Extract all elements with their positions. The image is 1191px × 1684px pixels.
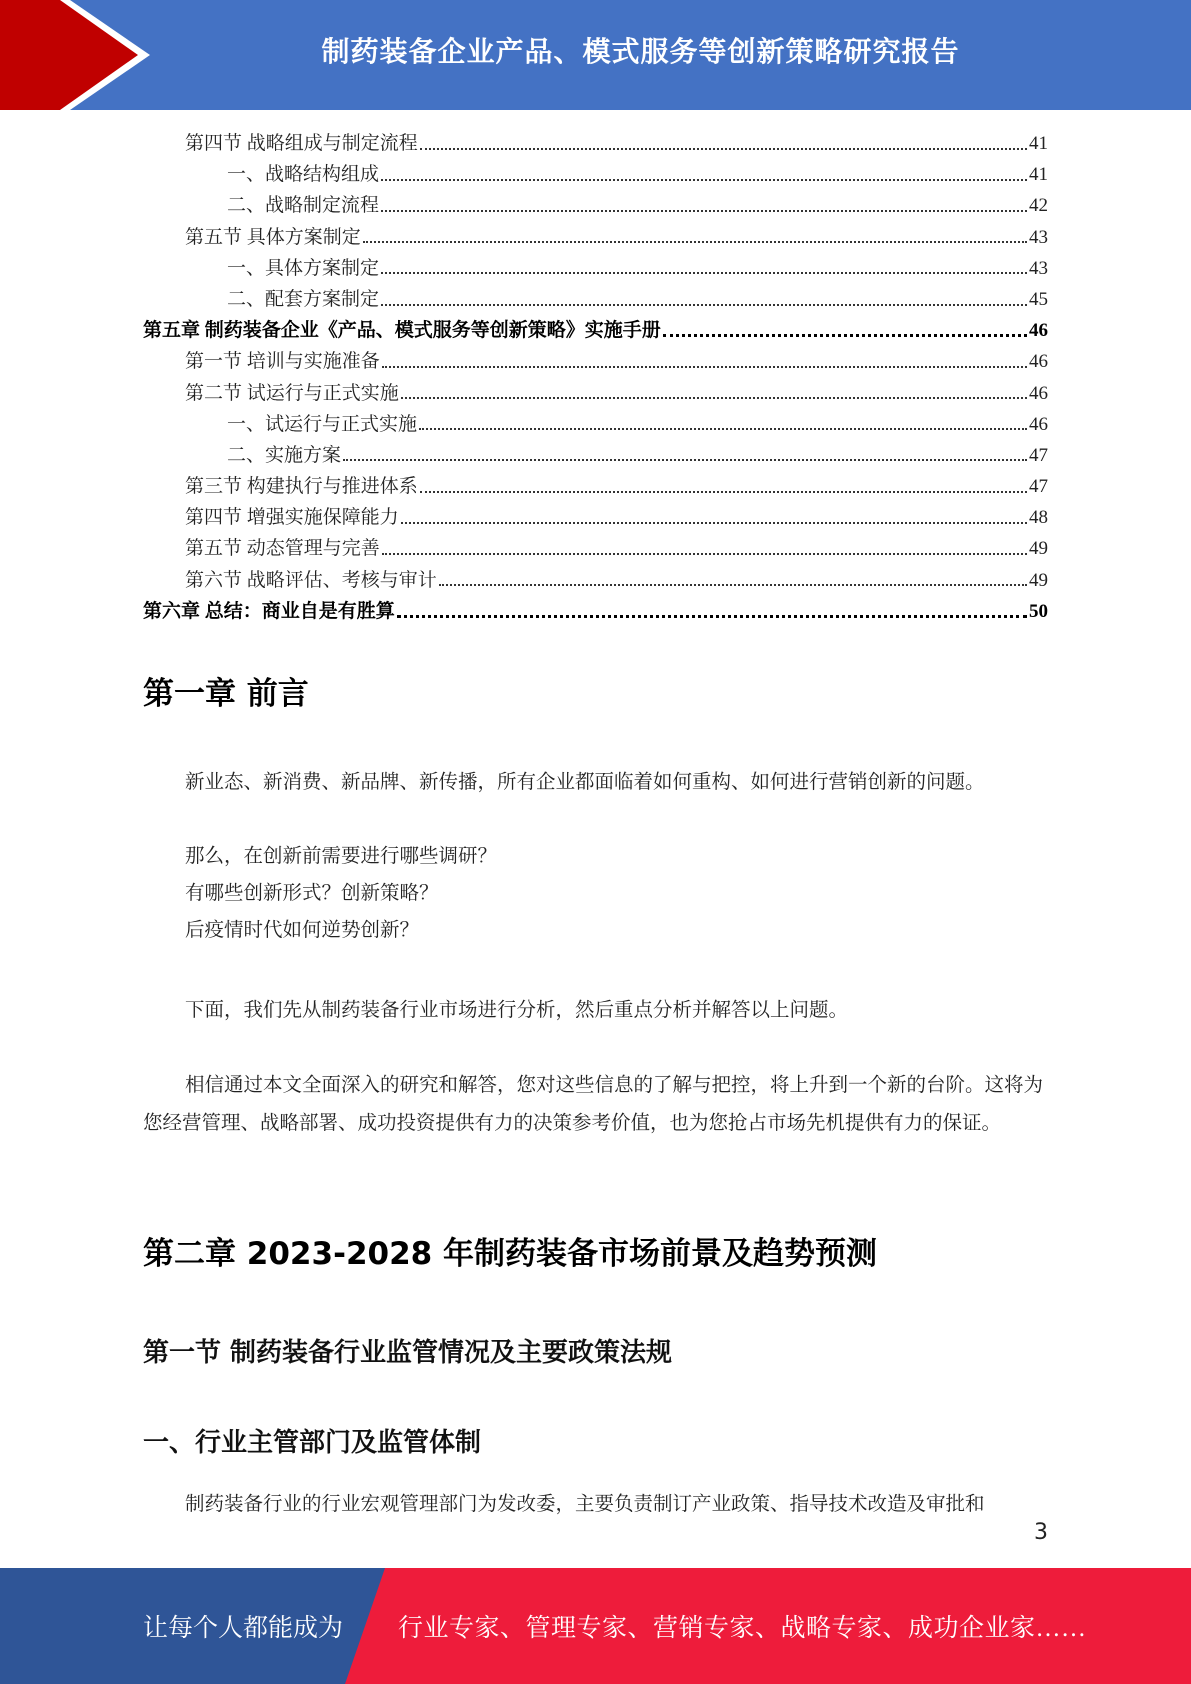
toc-entry[interactable] [143,128,1048,159]
toc-entry[interactable] [143,315,1048,346]
toc-entry-page: 41 [1029,133,1048,154]
toc-entry-page: 47 [1029,476,1048,498]
toc-leader-dots [420,491,1027,493]
header-title: 制药装备企业产品、模式服务等创新策略研究报告 [321,35,960,68]
chapter2-subsection1-title: 一、行业主管部门及监管体制 [143,1428,482,1458]
toc-entry-page: 46 [1029,413,1048,435]
toc-entry[interactable] [143,596,1048,627]
toc-entry-text: 第一节 培训与实施准备 [185,351,380,373]
footer-slogan-right: 行业专家、管理专家、营销专家、战略专家、成功企业家…… [398,1615,1087,1642]
chapter2-section1-title: 第一节 制药装备行业监管情况及主要政策法规 [143,1338,673,1368]
chapter1-paragraph-1: 新业态、新消费、新品牌、新传播，所有企业都面临着如何重构、如何进行营销创新的问题。 [185,772,985,793]
table-of-contents [143,128,1048,627]
toc-entry-page: 42 [1029,195,1048,217]
page-header [0,0,1191,110]
toc-leader-dots [419,428,1027,430]
toc-entry-text: 二、实施方案 [227,444,342,466]
toc-entry-text: 二、战略制定流程 [227,195,380,217]
toc-entry-page: 41 [1029,164,1048,186]
chapter1-question-3: 后疫情时代如何逆势创新？ [185,920,420,941]
toc-entry[interactable] [143,253,1048,284]
toc-leader-dots [381,210,1027,212]
toc-entry[interactable] [143,378,1048,409]
page-footer [0,1568,1191,1684]
toc-entry-page: 43 [1029,226,1048,248]
toc-entry-text: 第五节 具体方案制定 [185,226,361,248]
chapter2-paragraph-1: 制药装备行业的行业宏观管理部门为发改委，主要负责制订产业政策、指导技术改造及审批和 [185,1494,985,1515]
toc-entry[interactable] [143,346,1048,377]
toc-entry-page: 43 [1029,257,1048,279]
toc-entry[interactable] [143,222,1048,253]
toc-entry-text: 第二节 试运行与正式实施 [185,382,399,404]
toc-entry-page: 50 [1029,600,1048,622]
toc-entry-page: 46 [1029,382,1048,404]
toc-entry[interactable] [143,440,1048,471]
toc-entry-text: 第五章 制药装备企业《产品、模式服务等创新策略》实施手册 [143,320,661,342]
toc-entry-text: 第五节 动态管理与完善 [185,538,380,560]
toc-leader-dots [439,584,1027,586]
toc-entry[interactable] [143,471,1048,502]
chapter1-question-2: 有哪些创新形式？创新策略？ [185,883,439,904]
toc-leader-dots [382,366,1027,368]
toc-entry-text: 第四节 战略组成与制定流程 [185,133,418,154]
toc-entry[interactable] [143,409,1048,440]
toc-entry-text: 第六节 战略评估、考核与审计 [185,569,437,591]
toc-entry-text: 一、战略结构组成 [227,164,380,186]
toc-entry-page: 45 [1029,288,1048,310]
toc-leader-dots [381,304,1027,306]
toc-entry-text: 一、试运行与正式实施 [227,413,418,435]
toc-entry[interactable] [143,502,1048,533]
toc-entry[interactable] [143,533,1048,564]
toc-entry-page: 49 [1029,569,1048,591]
toc-entry-page: 46 [1029,320,1048,342]
toc-leader-dots [401,522,1027,524]
toc-entry[interactable] [143,159,1048,190]
toc-entry-page: 47 [1029,444,1048,466]
toc-leader-dots [401,397,1027,399]
toc-leader-dots [663,334,1027,337]
toc-entry-page: 46 [1029,351,1048,373]
toc-entry[interactable] [143,565,1048,596]
toc-entry-page: 48 [1029,507,1048,529]
toc-leader-dots [381,179,1027,181]
page-number: 3 [1034,1520,1048,1545]
toc-leader-dots [381,272,1027,274]
chapter1-paragraph-2: 下面，我们先从制药装备行业市场进行分析，然后重点分析并解答以上问题。 [185,1000,849,1021]
toc-entry-text: 二、配套方案制定 [227,288,380,310]
toc-leader-dots [382,553,1027,555]
toc-entry-text: 一、具体方案制定 [227,257,380,279]
toc-entry[interactable] [143,190,1048,221]
toc-leader-dots [420,148,1027,150]
chapter1-question-1: 那么，在创新前需要进行哪些调研？ [185,846,498,867]
chapter1-title: 第一章 前言 [143,676,309,712]
toc-entry-text: 第四节 增强实施保障能力 [185,507,399,529]
toc-entry-text: 第六章 总结：商业自是有胜算 [143,600,395,622]
toc-leader-dots [397,615,1027,618]
toc-leader-dots [343,459,1027,461]
footer-slogan-left: 让每个人都能成为 [143,1615,344,1642]
toc-entry-text: 第三节 构建执行与推进体系 [185,476,418,498]
chapter1-paragraph-3: 相信通过本文全面深入的研究和解答，您对这些信息的了解与把控，将上升到一个新的台阶。这将为您经营管理、战略部署、成功投资提供有力的决策参考价值，也为您抢占市场先机提供有力的保证。 [143,1075,1044,1134]
toc-entry-page: 49 [1029,538,1048,560]
chapter2-title: 第二章 2023-2028 年制药装备市场前景及趋势预测 [143,1236,878,1272]
toc-entry[interactable] [143,284,1048,315]
toc-leader-dots [363,241,1027,243]
